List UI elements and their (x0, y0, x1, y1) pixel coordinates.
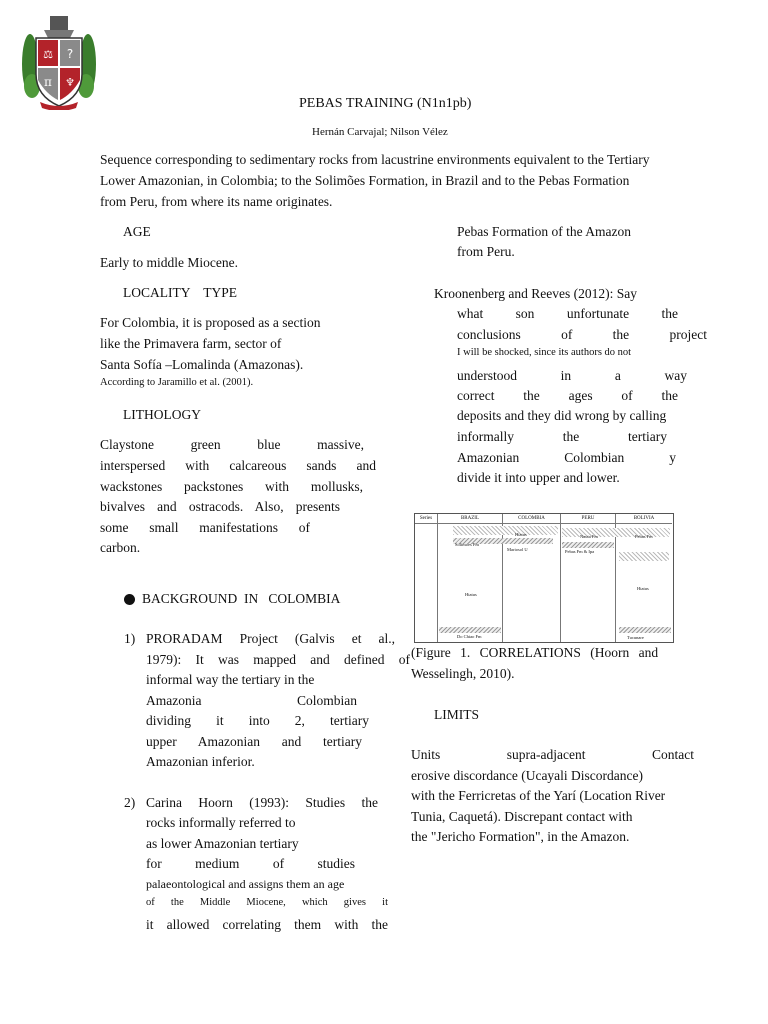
kroonenberg-line: deposits and they did wrong by calling (457, 408, 667, 423)
svg-text:?: ? (66, 47, 74, 61)
age-text: Early to middle Miocene. (100, 255, 238, 270)
university-crest-logo (20, 14, 98, 110)
figure-stratum (562, 528, 670, 537)
list-item-line: Amazonian inferior. (146, 754, 255, 769)
list-item-number: 2) (124, 795, 136, 810)
figure-stratum (439, 627, 501, 633)
pebas-continuation-line: from Peru. (457, 244, 515, 259)
figure-stratum (453, 526, 558, 535)
list-item-line: for medium of studies (146, 856, 355, 871)
list-item-line: Carina Hoorn (1993): Studies the (146, 795, 378, 810)
kroonenberg-line: what son unfortunate the (457, 306, 678, 321)
figure-label: Hiatus (515, 532, 527, 537)
limits-line: Tunia, Caquetá). Discrepant contact with (411, 809, 633, 824)
locality-line: For Colombia, it is proposed as a section (100, 315, 321, 330)
figure-header-bolivia: BOLIVIA (616, 514, 672, 524)
kroonenberg-line: informally the tertiary (457, 429, 667, 444)
intro-line: Sequence corresponding to sedimentary rocks from lacustrine environments equivalent to the Tertiary (100, 152, 650, 167)
kroonenberg-line: Kroonenberg and Reeves (2012): Say (434, 286, 637, 301)
kroonenberg-line: correct the ages of the (457, 388, 678, 403)
figure-column (560, 523, 616, 642)
age-heading: AGE (123, 224, 151, 239)
list-item-line: 1979): It was mapped and defined of (146, 652, 410, 667)
figure-label: Tucunare (627, 635, 644, 640)
kroonenberg-small-line: I will be shocked, since its authors do not (457, 347, 632, 358)
document-title: PEBAS TRAINING (N1n1pb) (299, 96, 472, 111)
list-item-line: informal way the tertiary in the (146, 672, 315, 687)
figure-label: Nauta Fm (580, 534, 598, 539)
figure-label: Mariosol U (507, 547, 528, 552)
locality-line: like the Primavera farm, sector of (100, 336, 282, 351)
figure-label: Solimoes Fm (455, 542, 479, 547)
figure-label: Hiatus (637, 586, 649, 591)
figure-caption-line: (Figure 1. CORRELATIONS (Hoorn and (411, 645, 659, 660)
lithology-line: Claystone green blue massive, (100, 437, 364, 452)
limits-line: the "Jericho Formation", in the Amazon. (411, 829, 630, 844)
svg-text:⚖: ⚖ (43, 48, 53, 61)
locality-line: Santa Sofía –Lomalinda (Amazonas). (100, 357, 304, 372)
lithology-heading: LITHOLOGY (123, 407, 201, 422)
intro-line: Lower Amazonian, in Colombia; to the Solimões Formation, in Brazil and to the Pebas Formation (100, 173, 630, 188)
bullet-icon (124, 594, 135, 605)
kroonenberg-line: understood in a way (457, 368, 687, 383)
list-item-number: 1) (124, 631, 136, 646)
lithology-line: bivalves and ostracods. Also, presents (100, 499, 340, 514)
kroonenberg-line: divide it into upper and lower. (457, 470, 620, 485)
list-item-line: as lower Amazonian tertiary (146, 836, 299, 851)
background-heading: BACKGROUND IN COLOMBIA (142, 591, 341, 606)
intro-line: from Peru, from where its name originates. (100, 194, 333, 209)
list-item-line: upper Amazonian and tertiary (146, 734, 362, 749)
pebas-continuation-line: Pebas Formation of the Amazon (457, 224, 631, 239)
lithology-line: interspersed with calcareous sands and (100, 458, 376, 473)
locality-heading: LOCALITY TYPE (123, 285, 237, 300)
figure-header-series: Series (415, 514, 438, 524)
lithology-line: carbon. (100, 540, 141, 555)
limits-line: Units supra-adjacent Contact (411, 747, 694, 762)
figure-label: Pebas Fm & Ipa (565, 549, 595, 554)
list-item-line: PRORADAM Project (Galvis et al., (146, 631, 395, 646)
lithology-line: wackstones packstones with mollusks, (100, 479, 363, 494)
kroonenberg-line: Amazonian Colombian y (457, 450, 676, 465)
correlation-figure (414, 513, 674, 643)
list-item-line: rocks informally referred to (146, 815, 296, 830)
figure-stratum (619, 552, 669, 561)
figure-stratum (619, 627, 671, 633)
figure-header-brazil: BRAZIL (438, 514, 503, 524)
list-item-line: Amazonia Colombian (146, 693, 357, 708)
list-item-line: of the Middle Miocene, which gives it (146, 897, 388, 908)
figure-header-colombia: COLOMBIA (503, 514, 561, 524)
figure-label: Do Chiao Fm (457, 634, 482, 639)
figure-label: Hiatus (465, 592, 477, 597)
list-item-line: dividing it into 2, tertiary (146, 713, 369, 728)
limits-heading: LIMITS (434, 707, 479, 722)
figure-caption-line: Wesselingh, 2010). (411, 666, 515, 681)
kroonenberg-line: conclusions of the project (457, 327, 707, 342)
list-item-line: palaeontological and assigns them an age (146, 877, 345, 891)
svg-text:π: π (44, 75, 52, 89)
limits-line: erosive discordance (Ucayali Discordance) (411, 768, 644, 783)
list-item-line: it allowed correlating them with the (146, 917, 388, 932)
figure-label: Pebas Fm (635, 534, 653, 539)
figure-header-peru: PERU (561, 514, 616, 524)
limits-line: with the Ferricretas of the Yarí (Location River (411, 788, 666, 803)
svg-text:♆: ♆ (65, 76, 75, 89)
locality-reference: According to Jaramillo et al. (2001). (100, 377, 254, 388)
figure-stratum (562, 542, 614, 548)
document-authors: Hernán Carvajal; Nilson Vélez (312, 126, 448, 138)
lithology-line: some small manifestations of (100, 520, 310, 535)
